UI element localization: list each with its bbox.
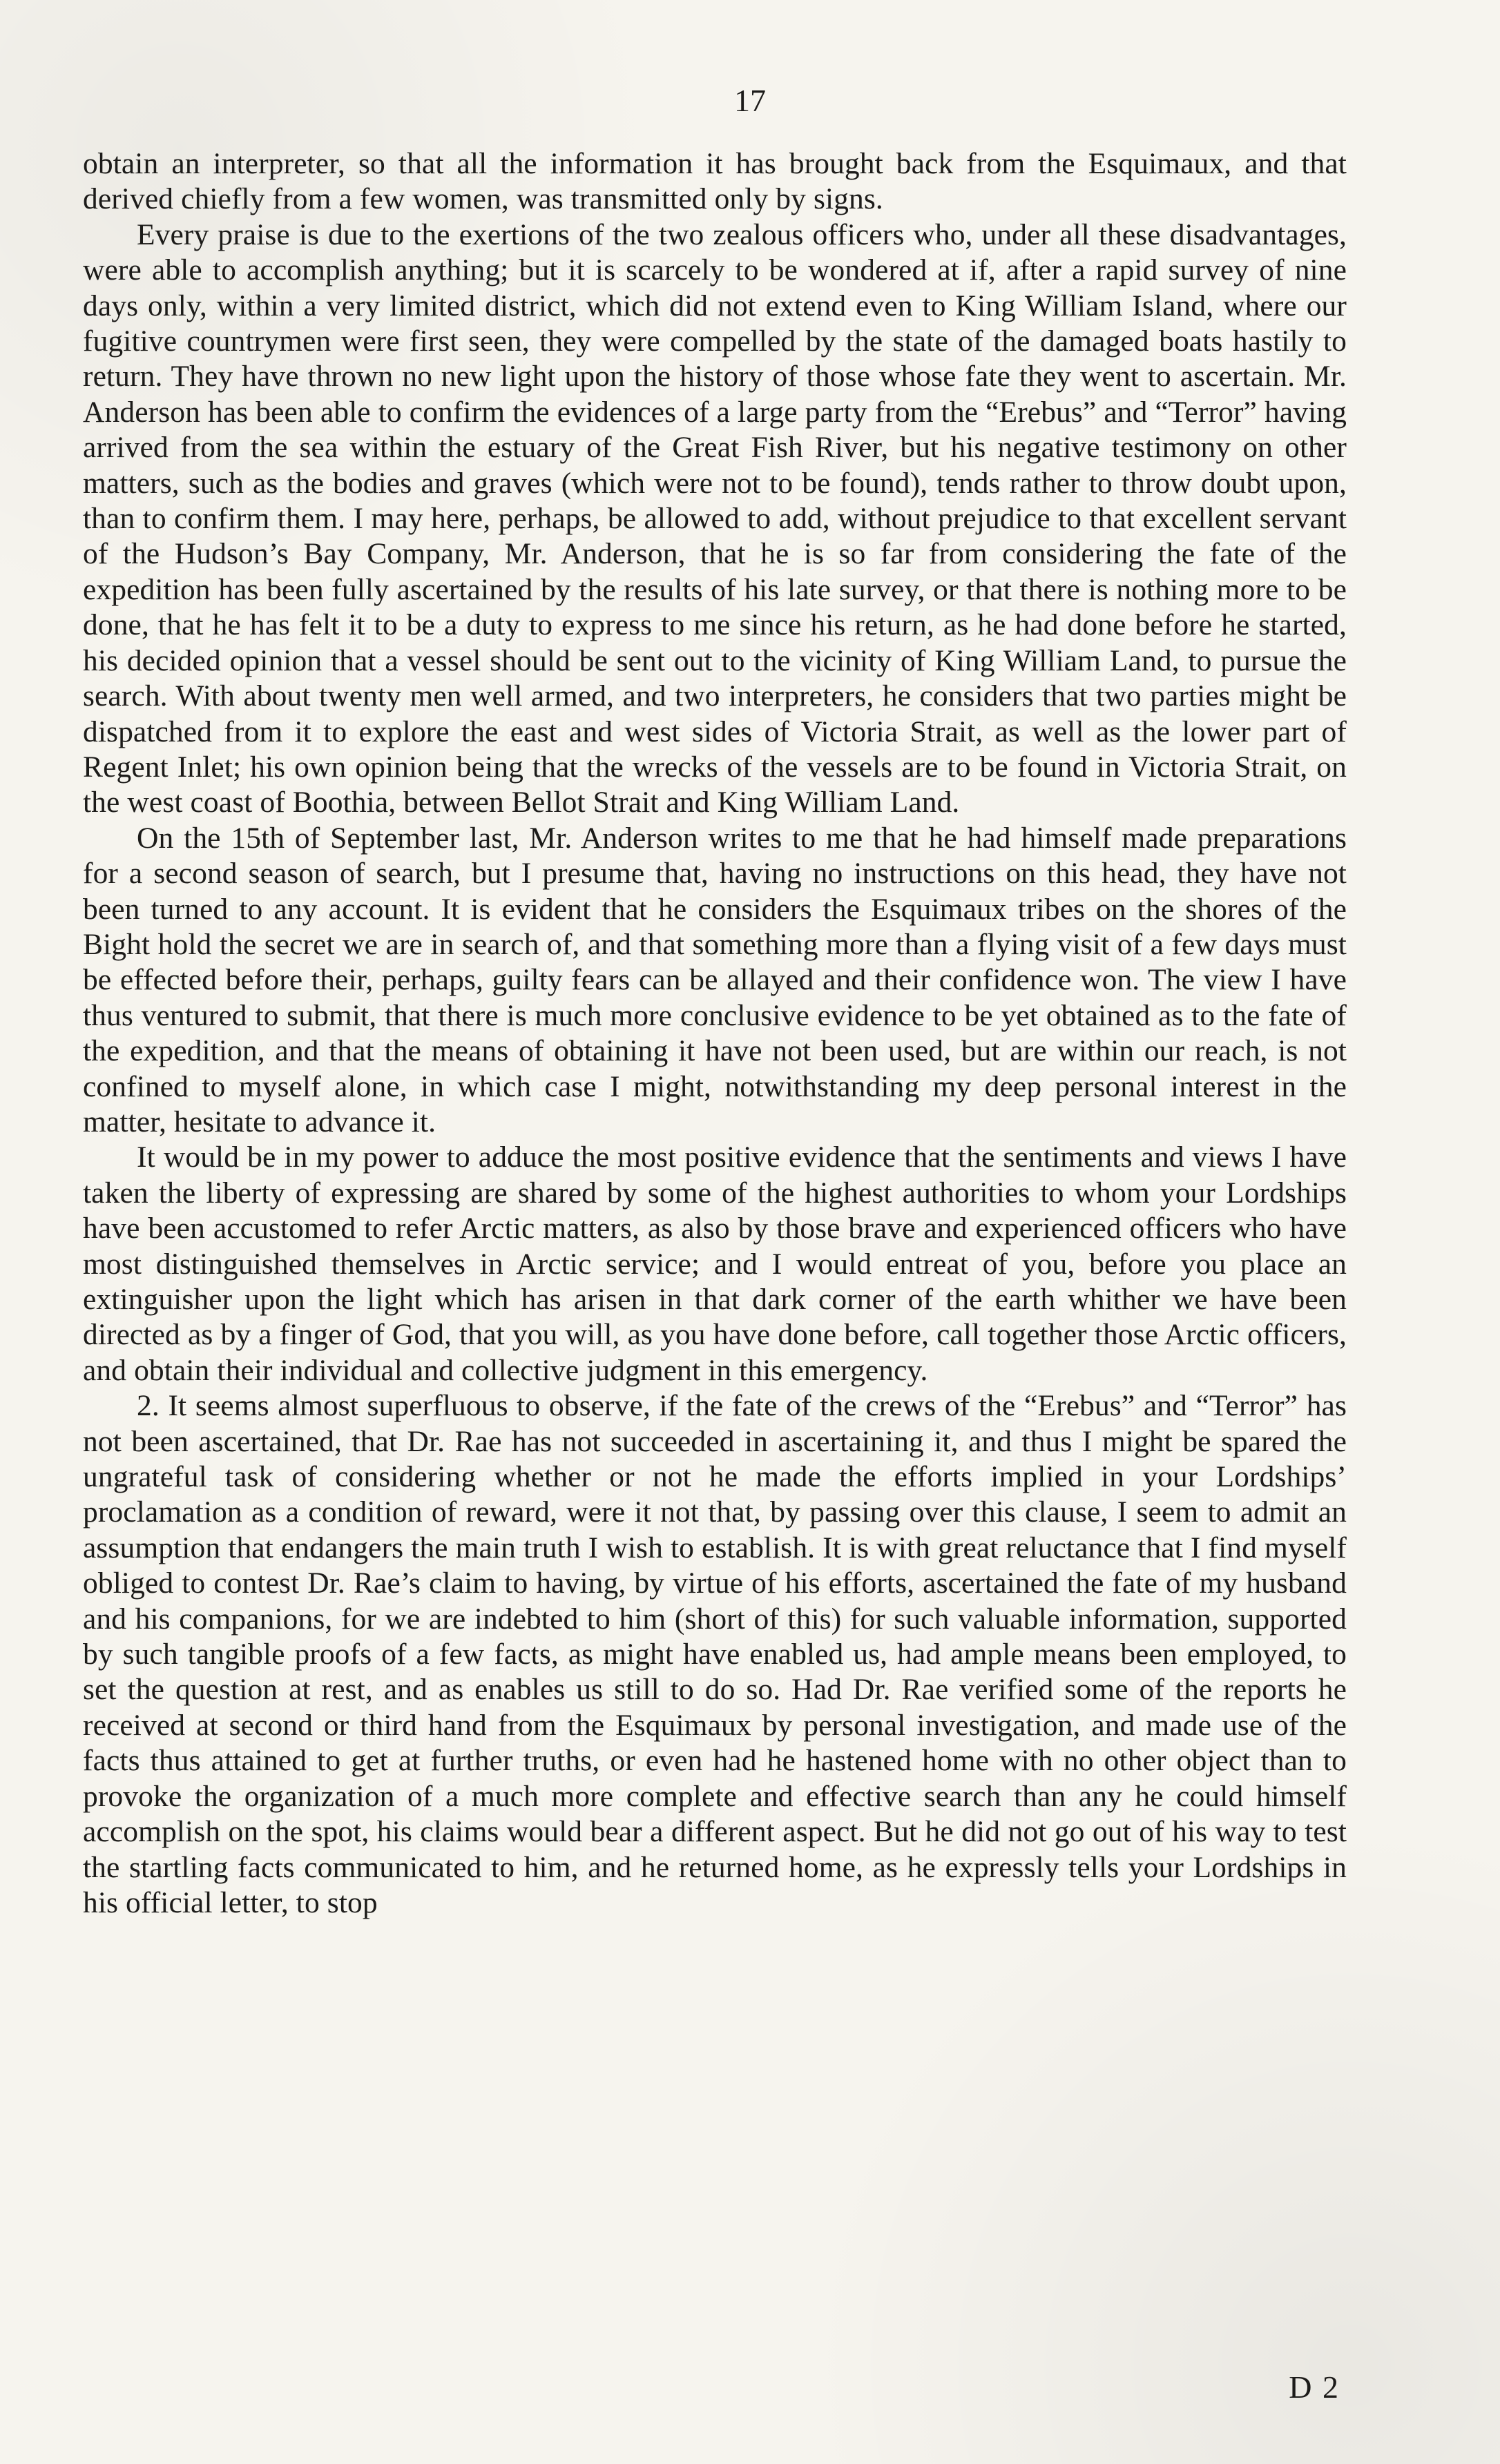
body-text <box>83 146 1347 1921</box>
paragraph-4: It would be in my power to adduce the most positive evidence that the sentiments and views I have taken the liberty of expressing are shared by some of the highest authorities to whom your Lordships have been accustomed to refer Arctic matters, as also by those brave and experienced officers who have most distinguished themselves in Arctic service; and I would entreat of you, before you place an extinguisher upon the light which has arisen in that dark corner of the earth whither we have been directed as by a finger of God, that you will, as you have done before, call together those Arctic officers, and obtain their individual and collective judgment in this emergency. <box>83 1141 1347 1387</box>
paragraph-1: obtain an interpreter, so that all the information it has brought back from the Esquimaux, and that derived chiefly from a few women, was transmitted only by signs. <box>83 147 1347 216</box>
page-number: 17 <box>734 83 766 118</box>
paragraph-3: On the 15th of September last, Mr. Anderson writes to me that he had himself made preparations for a second season of search, but I presume that, having no instructions on this head, they have not been turned to any account. It is evident that he considers the Esquimaux tribes on the shores of the Bight hold the secret we are in search of, and that something more than a flying visit of a few days must be effected before their, perhaps, guilty fears can be allayed and their confidence won. The view I have thus ventured to submit, that there is much more conclusive evidence to be yet obtained as to the fate of the expedition, and that the means of obtaining it have not been used, but are within our reach, is not confined to myself alone, in which case I might, notwithstanding my deep personal interest in the matter, hesitate to advance it. <box>83 821 1347 1138</box>
signature-mark: D 2 <box>1289 2369 1340 2405</box>
paragraph-2: Every praise is due to the exertions of the two zealous officers who, under all these disadvantages, were able to accomplish anything; but it is scarcely to be wondered at if, after a rapid survey of nine days only, within a very limited district, which did not extend even to King William Island, where our fugitive countrymen were first seen, they were compelled by the state of the damaged boats hastily to return. They have thrown no new light upon the history of those whose fate they went to ascertain. Mr. Anderson has been able to confirm the evidences of a large party from the “Erebus” and “Terror” having arrived from the sea within the estuary of the Great Fish River, but his negative testimony on other matters, such as the bodies and graves (which were not to be found), tends rather to throw doubt upon, than to confirm them. I may here, perhaps, be allowed to add, without prejudice to that excellent servant of the Hudson’s Bay Company, Mr. Anderson, that he is so far from considering the fate of the expedition has been fully ascertained by the results of his late survey, or that there is nothing more to be done, that he has felt it to be a duty to express to me since his return, as he had done before he started, his decided opinion that a vessel should be sent out to the vicinity of King William Land, to pursue the search. With about twenty men well armed, and two interpreters, he considers that two parties might be dispatched from it to explore the east and west sides of Victoria Strait, as well as the lower part of Regent Inlet; his own opinion being that the wrecks of the vessels are to be found in Victoria Strait, on the west coast of Boothia, between Bellot Strait and King William Land. <box>83 217 1347 819</box>
paragraph-5: 2. It seems almost superfluous to observe, if the fate of the crews of the “Erebus” and “Terror” has not been ascertained, that Dr. Rae has not succeeded in ascertaining it, and thus I might be spared the ungrateful task of considering whether or not he made the efforts implied in your Lordships’ proclamation as a condition of reward, were it not that, by passing over this clause, I seem to admit an assumption that endangers the main truth I wish to establish. It is with great reluctance that I find myself obliged to contest Dr. Rae’s claim to having, by virtue of his efforts, ascertained the fate of my husband and his companions, for we are indebted to him (short of this) for such valuable information, supported by such tangible proofs of a few facts, as might have enabled us, had ample means been employed, to set the question at rest, and as enables us still to do so. Had Dr. Rae verified some of the reports he received at second or third hand from the Esquimaux by personal investigation, and made use of the facts thus attained to get at further truths, or even had he hastened home with no other object than to provoke the organization of a much more complete and effective search than any he could himself accomplish on the spot, his claims would bear a different aspect. But he did not go out of his way to test the startling facts communicated to him, and he returned home, as he expressly tells your Lordships in his official letter, to stop <box>83 1389 1347 1919</box>
